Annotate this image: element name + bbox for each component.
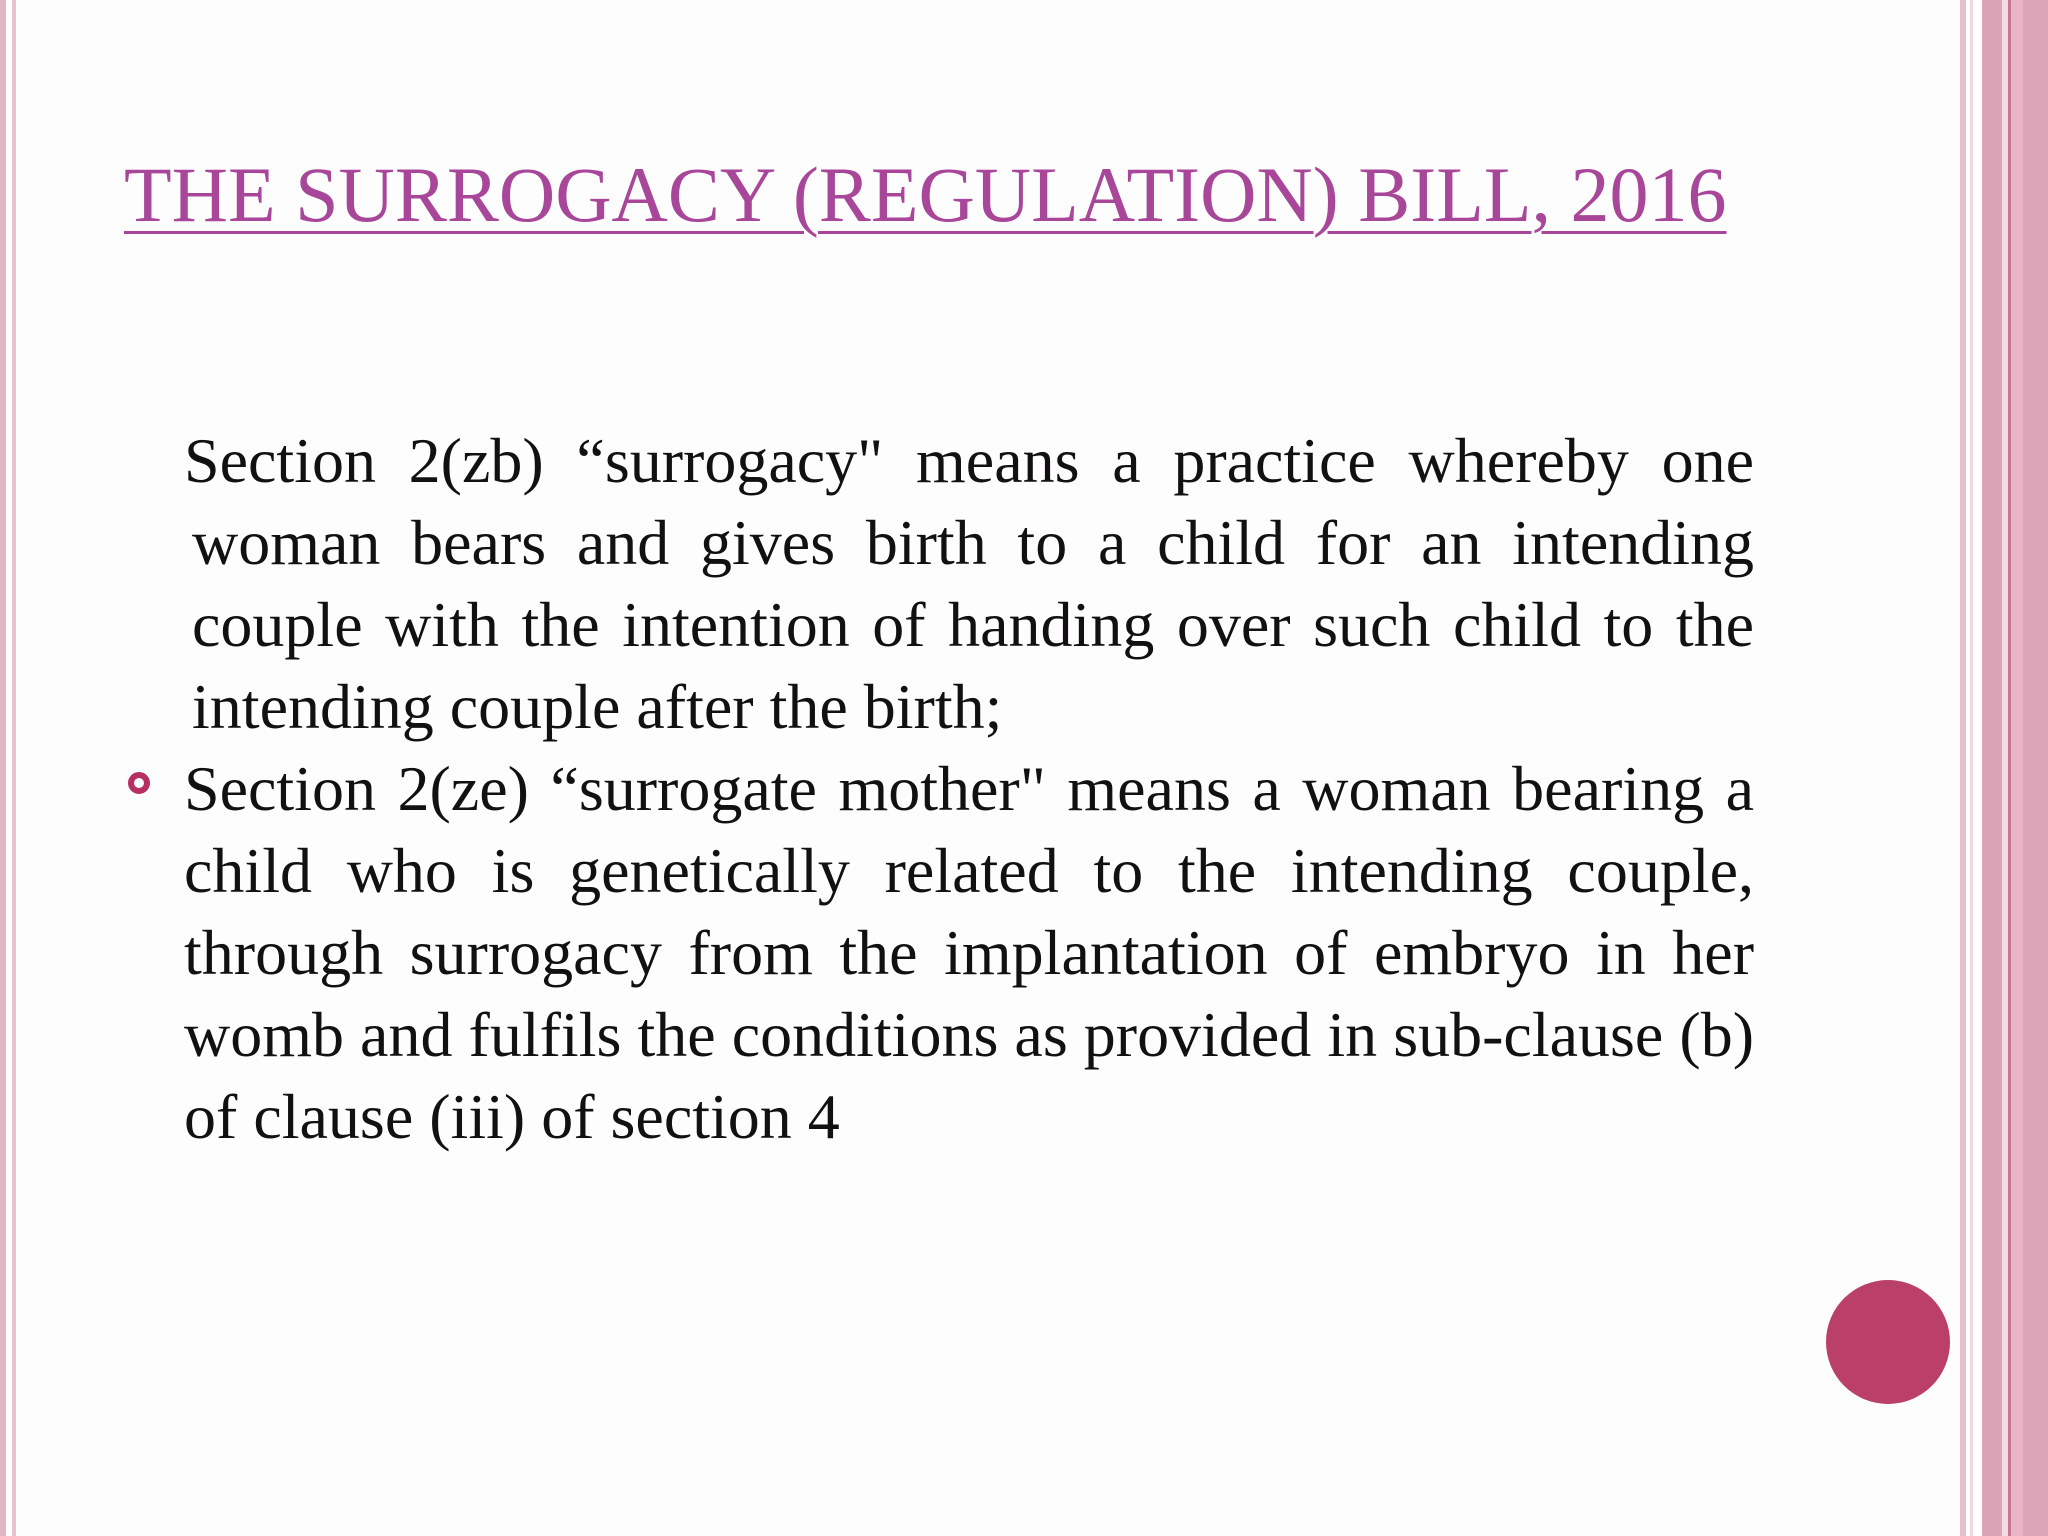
- bullet-item: [184, 748, 1754, 1158]
- stripe: [2011, 0, 2023, 1536]
- slide-title: THE SURROGACY (REGULATION) BILL, 2016: [124, 151, 1727, 238]
- definition-surrogacy: Section 2(zb) “surrogacy" means a practice whereby one woman bears and gives birth to a child for an intending couple with the intention of handing over such child to the intending couple after the birth;: [184, 425, 1754, 742]
- hollow-circle-bullet-icon: [128, 772, 150, 794]
- filled-circle-decoration-icon: [1826, 1280, 1950, 1404]
- left-border-line-inner: [12, 0, 16, 1536]
- left-border-line: [0, 0, 6, 1536]
- stripe: [1970, 0, 1973, 1536]
- stripe: [2023, 0, 2048, 1536]
- right-decorative-stripes: [1960, 0, 2048, 1536]
- stripe: [1982, 0, 2002, 1536]
- stripe: [1960, 0, 1966, 1536]
- slide-body: [184, 420, 1754, 1158]
- definition-surrogate-mother: Section 2(ze) “surrogate mother" means a woman bearing a child who is genetically related to the intending couple, through surrogacy from the implantation of embryo in her womb and fulfils the conditions as provided in sub-clause (b) of clause (iii) of section 4: [184, 753, 1754, 1152]
